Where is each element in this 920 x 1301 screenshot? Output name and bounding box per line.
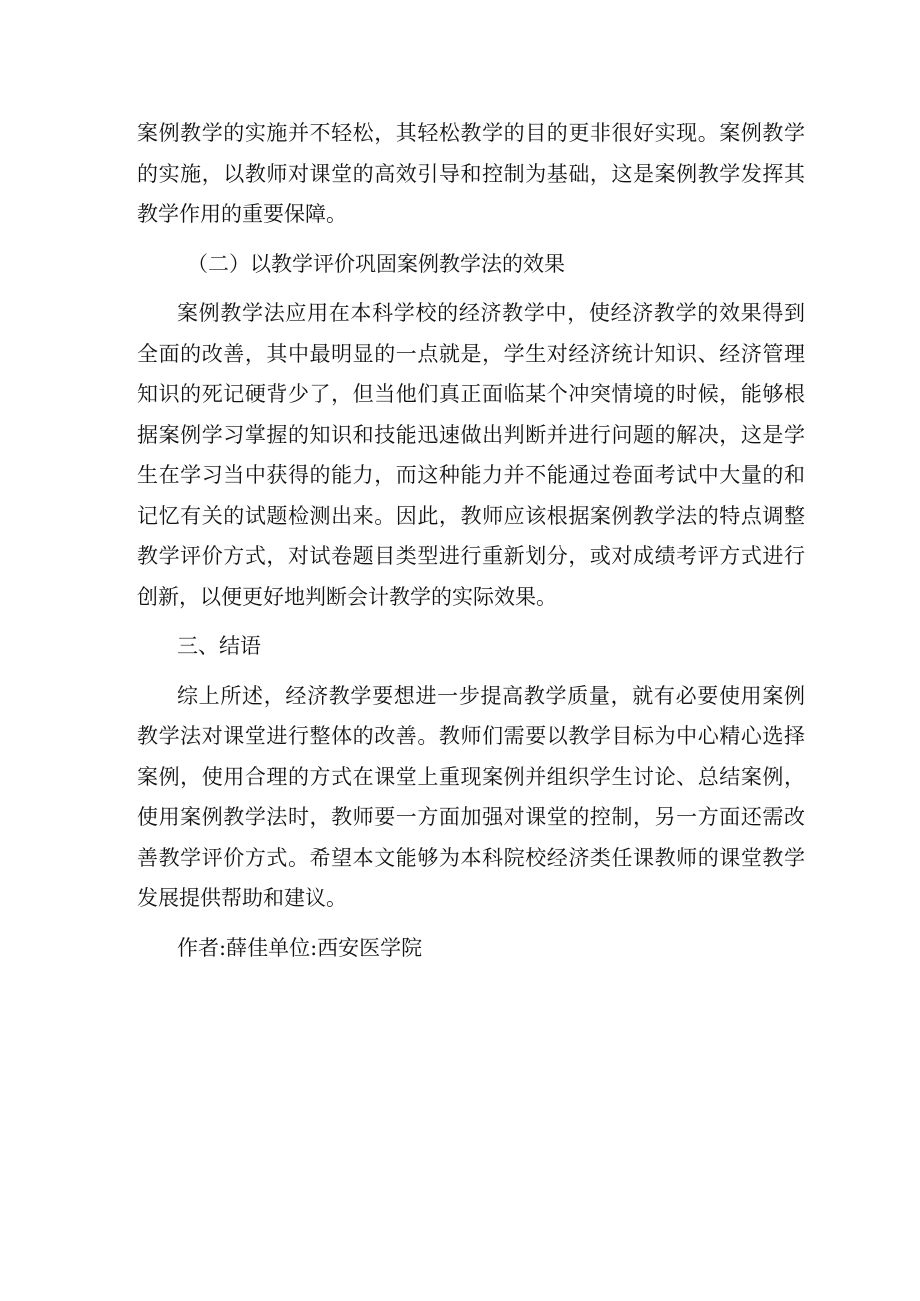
section-subheading: （二）以教学评价巩固案例教学法的效果 — [187, 251, 565, 276]
paragraph-conclusion: 综上所述，经济教学要想进一步提高教学质量，就有必要使用案例教学法对课堂进行整体的改善。教师们需要以教学目标为中心精心选择案例，使用合理的方式在课堂上重现案例并组织学生讨论、总结案例，使用案例教学法时，教师要一方面加强对课堂的控制，另一方面还需改善教学评价方式。希望本文能够为本科院校经济类任课教师的课堂教学发展提供帮助和建议。 — [137, 683, 805, 910]
paragraph-evaluation: 案例教学法应用在本科学校的经济教学中，使经济教学的效果得到全面的改善，其中最明显的一点就是，学生对经济统计知识、经济管理知识的死记硬背少了，但当他们真正面临某个冲突情境的时候，能够根据案例学习掌握的知识和技能迅速做出判断并进行问题的解决，这是学生在学习当中获得的能力，而这种能力并不能通过卷面考试中大量的和记忆有关的试题检测出来。因此，教师应该根据案例教学法的特点调整教学评价方式，对试卷题目类型进行重新划分，或对成绩考评方式进行创新，以便更好地判断会计教学的实际效果。 — [137, 301, 805, 609]
section-heading-conclusion: 三、结语 — [177, 634, 261, 658]
paragraph-continued: 案例教学的实施并不轻松，其轻松教学的目的更非很好实现。案例教学的实施，以教师对课堂的高效引导和控制为基础，这是案例教学发挥其教学作用的重要保障。 — [137, 121, 805, 226]
author-line: 作者:薛佳单位:西安医学院 — [177, 935, 423, 960]
document-body — [137, 113, 805, 977]
